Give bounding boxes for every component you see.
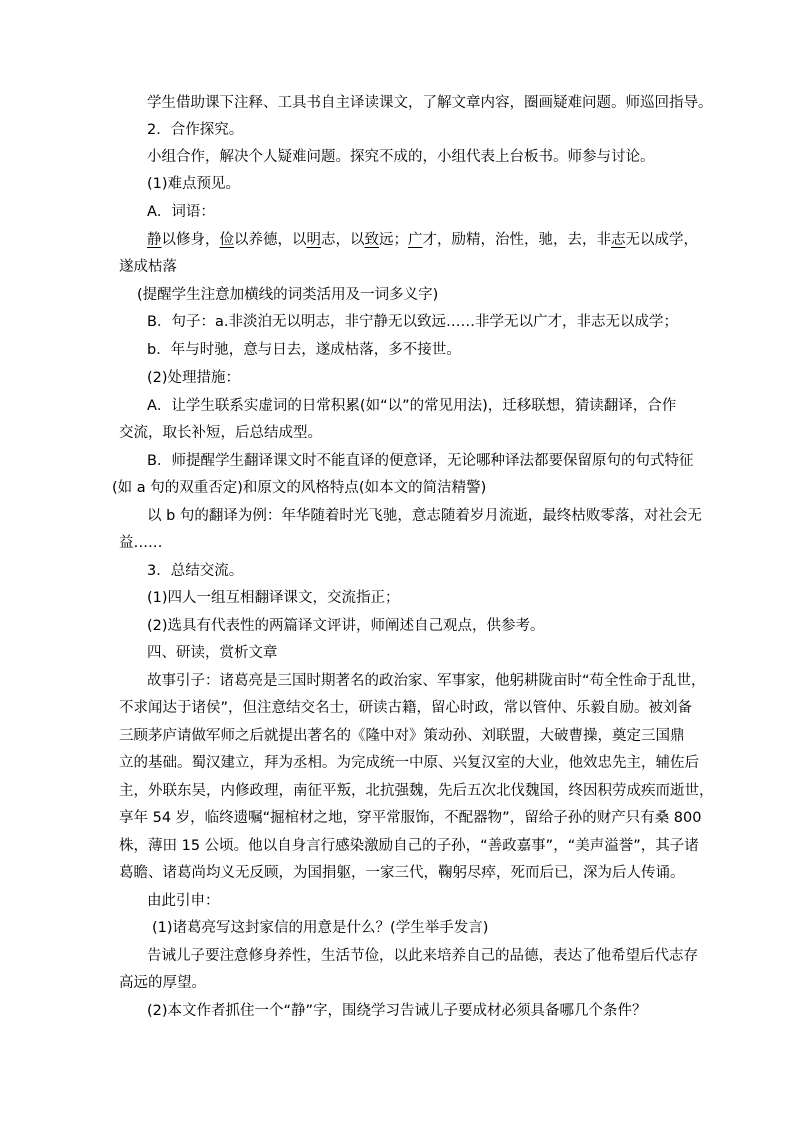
underlined-word: 俭 (219, 232, 234, 248)
answer-1: 告诫儿子要注意修身养性，生活节俭，以此来培养自己的品德，表达了他希望后代志存 (147, 948, 698, 964)
step-3-heading: 3．总结交流。 (147, 563, 244, 579)
extension-heading: 由此引申： (147, 893, 220, 909)
story-line-2: 不求闻达于诸侯”，但注意结交名士，研读古籍，留心时政，常以管仲、乐毅自励。被刘备 (119, 700, 693, 716)
underlined-word: 致 (364, 232, 379, 248)
vocabulary-line (147, 230, 698, 250)
sentences-a: B．句子：a.非淡泊无以明志，非宁静无以致远……非学无以广才，非志无以成学； (147, 314, 678, 330)
paragraph-self-study: 学生借助课下注释、工具书自主译读课文，了解文章内容，圈画疑难问题。师巡回指导。 (147, 95, 713, 111)
story-line-6: 享年 54 岁，临终遗嘱“掘棺材之地，穿平常服饰，不配器物”，留给子孙的财产只有桑 800 (119, 810, 702, 826)
story-line-4: 立的基础。蜀汉建立，拜为丞相。为完成统一中原、兴复汉室的大业，他效忠先主，辅佐后 (119, 755, 699, 771)
story-line-5: 主，外联东吴，内修政理，南征平叛，北抗强魏，先后五次北伐魏国，终因积劳成疾而逝世， (119, 783, 714, 799)
underlined-word: 静 (147, 232, 162, 248)
story-line-1: 故事引子：诸葛亮是三国时期著名的政治家、军事家，他躬耕陇亩时“苟全性命于乱世， (147, 673, 706, 689)
question-1: (1)诸葛亮写这封家信的用意是什么？(学生举手发言) (152, 920, 489, 936)
vocabulary-text: 才，励精，治性，驰，去，非 (422, 232, 611, 248)
story-line-7: 株，薄田 15 公顷。他以自身言行感染激励自己的子孙，“善政嘉事”，“美声溢誉”，其子诸 (119, 838, 699, 854)
paragraph-group-work: 小组合作，解决个人疑难问题。探究不成的，小组代表上台板书。师参与讨论。 (147, 149, 655, 165)
translation-example-cont: 益…… (119, 535, 163, 551)
underlined-word: 广 (408, 232, 423, 248)
section-4-heading: 四、研读，赏析文章 (147, 645, 278, 661)
vocabulary-text: 以养德，以 (234, 232, 307, 248)
vocabulary-text: 志，以 (321, 232, 365, 248)
summary-2: (2)选具有代表性的两篇译文评讲，师阐述自己观点，供参考。 (147, 618, 545, 634)
vocabulary-line-cont: 遂成枯落 (119, 259, 177, 275)
sentences-b: b．年与时驰，意与日去，遂成枯落，多不接世。 (147, 342, 461, 358)
measure-a-cont: 交流，取长补短，后总结成型。 (119, 425, 322, 441)
underlined-word: 明 (306, 232, 321, 248)
question-2: (2)本文作者抓住一个“静”字，围绕学习告诫儿子要成材必须具备哪几个条件？ (147, 1003, 647, 1019)
story-line-8: 葛瞻、诸葛尚均义无反顾，为国捐躯，一家三代，鞠躬尽瘁，死而后已，深为后人传诵。 (119, 865, 685, 881)
measures-heading: (2)处理措施： (147, 370, 241, 386)
difficulty-preview-heading: (1)难点预见。 (147, 176, 241, 192)
measure-b-cont: (如 a 句的双重否定)和原文的风格特点(如本文的简洁精警) (112, 480, 487, 496)
answer-1-cont: 高远的厚望。 (119, 975, 206, 991)
step-2-heading: 2．合作探究。 (147, 122, 244, 138)
story-line-3: 三顾茅庐请做军师之后就提出著名的《隆中对》策动孙、刘联盟，大破曹操，奠定三国鼎 (119, 728, 685, 744)
underlined-word: 志 (611, 232, 626, 248)
summary-1: (1)四人一组互相翻译课文，交流指正； (147, 590, 400, 606)
note-underlined: (提醒学生注意加横线的词类活用及一词多义字) (137, 287, 439, 303)
translation-example: 以 b 句的翻译为例：年华随着时光飞驰，意志随着岁月流逝，最终枯败零落，对社会无 (147, 508, 702, 524)
measure-a: A．让学生联系实虚词的日常积累(如“以”的常见用法)，迁移联想，猜读翻译，合作 (147, 398, 677, 414)
measure-b: B．师提醒学生翻译课文时不能直译的便意译，无论哪种译法都要保留原句的句式特征 (147, 453, 694, 469)
words-heading: A．词语： (147, 204, 215, 220)
vocabulary-text: 无以成学， (625, 232, 698, 248)
vocabulary-text: 远； (379, 232, 408, 248)
vocabulary-text: 以修身， (161, 232, 220, 248)
